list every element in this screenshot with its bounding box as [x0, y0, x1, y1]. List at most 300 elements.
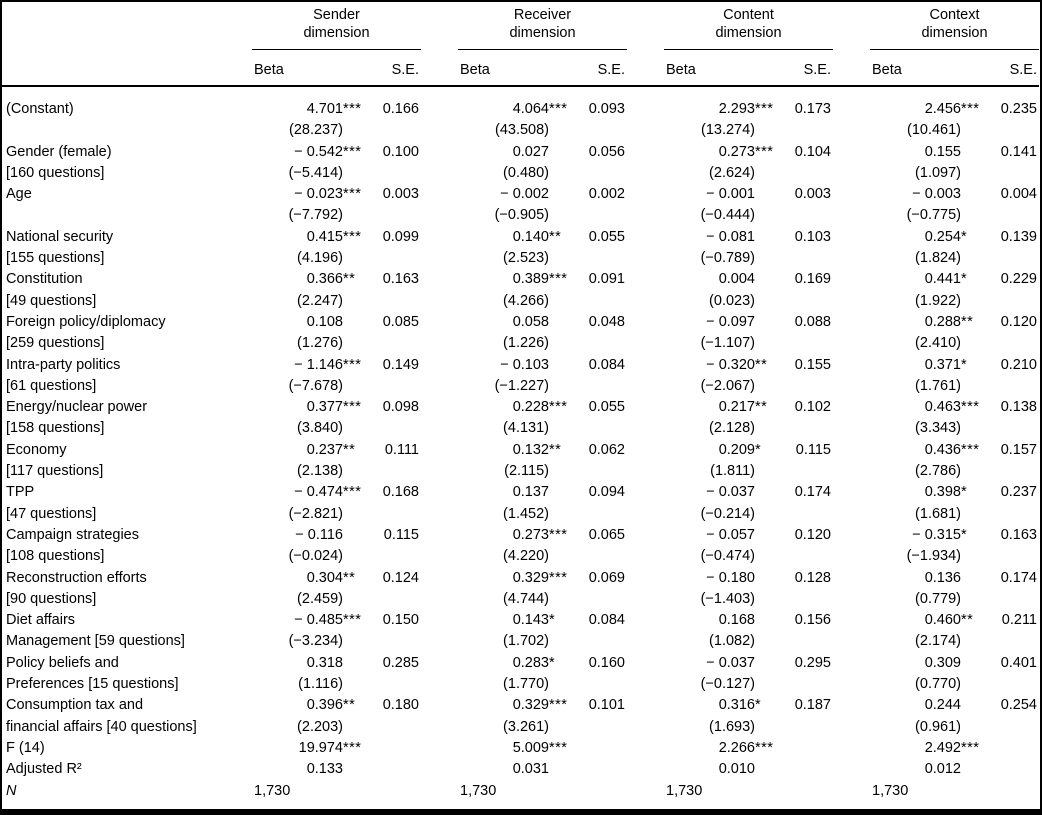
- t-value: (0.480): [503, 164, 549, 181]
- beta-value: − 0.037: [706, 654, 755, 671]
- row-label-line2: [155 questions]: [6, 250, 105, 267]
- beta-cell: [458, 142, 571, 185]
- beta-value: 0.237**: [306, 441, 356, 458]
- beta-cell: [252, 525, 365, 568]
- se-cell: [571, 227, 627, 270]
- se-cell: [571, 355, 627, 398]
- se-cell: [571, 695, 627, 738]
- summary-value-cell: 1,730: [872, 782, 909, 799]
- beta-value: − 0.003: [912, 186, 961, 203]
- row-label: [2, 227, 252, 270]
- t-value: (−0.905): [494, 207, 549, 224]
- t-value: (1.922): [915, 292, 961, 309]
- se-value: 0.235: [1000, 101, 1037, 117]
- se-cell: [571, 525, 627, 568]
- row-label-line1: Foreign policy/diplomacy: [6, 313, 166, 330]
- se-value: 0.084: [588, 612, 625, 629]
- row-label: [2, 568, 252, 611]
- se-value: 0.115: [383, 526, 419, 543]
- group-gap: [421, 184, 458, 227]
- beta-value: 0.304**: [306, 569, 356, 586]
- group-gap: [833, 4, 870, 50]
- row-label: [2, 482, 252, 525]
- se-cell: [365, 142, 421, 185]
- se-value: 0.124: [382, 569, 419, 586]
- t-value: (−0.127): [700, 676, 755, 693]
- beta-cell: [664, 184, 777, 227]
- row-label-line2: [6, 120, 252, 141]
- summary-value-cell: 1,730: [254, 782, 291, 799]
- se-value: 0.085: [382, 313, 419, 330]
- se-cell: [571, 568, 627, 611]
- se-cell: [777, 525, 833, 568]
- group-gap: [833, 653, 870, 696]
- t-value: (2.138): [297, 463, 343, 480]
- row-label-line1: Intra-party politics: [6, 356, 121, 373]
- se-cell: [777, 568, 833, 611]
- row-label-line1: Energy/nuclear power: [6, 399, 148, 416]
- group-gap: [833, 355, 870, 398]
- se-value: 0.254: [1000, 697, 1037, 714]
- se-cell: [983, 142, 1039, 185]
- table-row: [2, 568, 1039, 611]
- beta-cell: [252, 355, 365, 398]
- se-cell: [777, 695, 833, 738]
- row-label-line1: Reconstruction efforts: [6, 569, 147, 586]
- group-gap: [627, 525, 664, 568]
- se-value: 0.173: [794, 101, 831, 117]
- beta-value: 0.283*: [512, 654, 556, 671]
- row-label-line2: Management [59 questions]: [6, 633, 185, 650]
- t-value: (−2.821): [288, 505, 343, 522]
- t-value: (−2.067): [700, 377, 755, 394]
- beta-cell: [458, 86, 571, 142]
- beta-value: 0.463***: [924, 399, 980, 416]
- group-gap: [833, 695, 870, 738]
- se-cell: [983, 269, 1039, 312]
- se-cell: [983, 397, 1039, 440]
- beta-value: − 0.097: [706, 313, 755, 330]
- beta-cell: [664, 653, 777, 696]
- group-gap: [421, 568, 458, 611]
- beta-cell: [458, 695, 571, 738]
- se-cell: [571, 312, 627, 355]
- regression-results-table: [2, 4, 1039, 802]
- row-label-line1: National security: [6, 228, 114, 245]
- t-value: (3.840): [297, 420, 343, 437]
- t-value: (−7.792): [288, 207, 343, 224]
- beta-cell: [664, 568, 777, 611]
- group-gap: [421, 269, 458, 312]
- se-value: 0.401: [1000, 654, 1037, 671]
- beta-cell: [870, 184, 983, 227]
- t-value: (4.220): [503, 548, 549, 565]
- beta-value: 0.004: [718, 271, 755, 288]
- t-value: (1.097): [915, 164, 961, 181]
- row-label: [2, 86, 252, 142]
- dimension-header-row: [2, 4, 1039, 50]
- summary-row: [2, 738, 1039, 759]
- beta-cell: [870, 695, 983, 738]
- beta-cell: [664, 86, 777, 142]
- beta-value: 2.293***: [718, 101, 774, 117]
- row-label: [2, 440, 252, 483]
- group-gap: [833, 397, 870, 440]
- se-value: 0.150: [382, 612, 419, 629]
- row-label: [2, 269, 252, 312]
- beta-value: 0.366**: [306, 271, 356, 288]
- t-value: (−1.107): [700, 335, 755, 352]
- row-label-line2: [259 questions]: [6, 335, 105, 352]
- context-dimension-header: [870, 4, 1039, 50]
- table-row: [2, 695, 1039, 738]
- se-value: 0.102: [794, 399, 831, 416]
- row-label-line2: [117 questions]: [6, 463, 104, 480]
- t-value: (2.115): [504, 463, 549, 480]
- se-value: 0.139: [1000, 228, 1037, 245]
- beta-value: 0.209*: [718, 441, 762, 458]
- se-cell: [365, 525, 421, 568]
- se-cell: [777, 227, 833, 270]
- se-value: 0.101: [588, 697, 625, 714]
- group-gap: [833, 781, 870, 802]
- beta-value: 0.460**: [924, 612, 974, 629]
- se-value: 0.099: [382, 228, 419, 245]
- group-gap: [833, 738, 870, 759]
- beta-cell: [252, 312, 365, 355]
- se-value: 0.056: [588, 143, 625, 160]
- group-gap: [421, 355, 458, 398]
- row-label-line2: [158 questions]: [6, 420, 105, 437]
- row-label: [2, 142, 252, 185]
- row-label-line2: [160 questions]: [6, 164, 105, 181]
- table-body: [2, 86, 1039, 802]
- beta-value: − 0.002: [500, 186, 549, 203]
- se-value: 0.111: [384, 441, 419, 458]
- t-value: (2.247): [297, 292, 343, 309]
- row-label-line1: (Constant): [6, 101, 74, 117]
- beta-value: 0.371*: [924, 356, 968, 373]
- receiver-dimension-header: [458, 4, 627, 50]
- content-dimension-header: [664, 4, 833, 50]
- group-gap: [627, 142, 664, 185]
- row-label: [2, 355, 252, 398]
- se-cell: [777, 142, 833, 185]
- beta-cell: [458, 312, 571, 355]
- summary-row-label: N: [6, 782, 17, 799]
- group-gap: [421, 653, 458, 696]
- beta-cell: [458, 397, 571, 440]
- table-row: [2, 610, 1039, 653]
- beta-cell: [664, 440, 777, 483]
- t-value: (1.761): [915, 377, 961, 394]
- se-column-header: S.E.: [571, 50, 627, 87]
- beta-cell: [252, 142, 365, 185]
- beta-value: 0.143*: [512, 612, 556, 629]
- se-value: 0.138: [1000, 399, 1037, 416]
- beta-cell: [252, 86, 365, 142]
- row-label-line2: [6, 205, 252, 226]
- t-value: (1.116): [298, 676, 343, 693]
- se-cell: [983, 227, 1039, 270]
- t-value: (1.811): [710, 463, 755, 480]
- beta-value: − 0.057: [706, 526, 755, 543]
- table-row: [2, 269, 1039, 312]
- group-gap: [627, 86, 664, 142]
- se-cell: [571, 781, 627, 802]
- beta-value: 0.132**: [512, 441, 562, 458]
- t-value: (4.266): [503, 292, 549, 309]
- se-value: 0.120: [794, 526, 831, 543]
- se-value: 0.003: [382, 186, 419, 203]
- t-value: (10.461): [906, 122, 961, 139]
- beta-cell: [664, 695, 777, 738]
- beta-cell: [664, 355, 777, 398]
- beta-value: 0.254*: [924, 228, 968, 245]
- beta-cell: [870, 355, 983, 398]
- group-gap: [833, 568, 870, 611]
- beta-cell: [252, 184, 365, 227]
- group-gap: [421, 50, 458, 87]
- beta-cell: [252, 568, 365, 611]
- row-label: [2, 312, 252, 355]
- group-gap: [833, 525, 870, 568]
- beta-cell: [870, 525, 983, 568]
- beta-value: 0.415***: [306, 228, 362, 245]
- group-gap: [833, 50, 870, 87]
- se-cell: [777, 269, 833, 312]
- se-cell: [983, 759, 1039, 780]
- beta-value: 0.389***: [512, 271, 568, 288]
- beta-cell: [664, 142, 777, 185]
- beta-value: − 0.474***: [294, 484, 362, 501]
- beta-cell: [252, 610, 365, 653]
- se-value: 0.155: [794, 356, 831, 373]
- row-label-line1: Diet affairs: [6, 612, 76, 629]
- summary-row-label: F (14): [6, 739, 45, 756]
- summary-row-label: Adjusted R²: [6, 761, 82, 778]
- se-cell: [983, 482, 1039, 525]
- group-gap: [627, 781, 664, 802]
- se-cell: [983, 184, 1039, 227]
- group-gap: [421, 4, 458, 50]
- se-value: 0.104: [794, 143, 831, 160]
- group-gap: [421, 397, 458, 440]
- table-row: [2, 227, 1039, 270]
- se-value: 0.094: [588, 484, 625, 501]
- beta-value: 0.273***: [512, 526, 568, 543]
- group-gap: [421, 695, 458, 738]
- group-gap: [627, 50, 664, 87]
- row-label-line1: Constitution: [6, 271, 83, 288]
- se-cell: [365, 482, 421, 525]
- se-cell: [571, 610, 627, 653]
- beta-value: 0.436***: [924, 441, 980, 458]
- beta-value: 0.288**: [924, 313, 974, 330]
- group-gap: [627, 610, 664, 653]
- se-value: 0.091: [588, 271, 625, 288]
- beta-value: 0.137: [512, 484, 549, 501]
- se-cell: [571, 653, 627, 696]
- se-cell: [365, 695, 421, 738]
- summary-row: [2, 759, 1039, 780]
- t-value: (1.226): [503, 335, 549, 352]
- se-cell: [983, 440, 1039, 483]
- beta-cell: [458, 653, 571, 696]
- t-value: (2.203): [297, 718, 343, 735]
- beta-cell: [458, 610, 571, 653]
- t-value: (1.452): [503, 505, 549, 522]
- beta-value: − 0.315*: [912, 526, 968, 543]
- se-cell: [365, 269, 421, 312]
- se-value: 0.169: [794, 271, 831, 288]
- group-name-sub: dimension: [303, 25, 370, 41]
- t-value: (−5.414): [288, 164, 343, 181]
- group-gap: [627, 4, 664, 50]
- row-label-line2: Preferences [15 questions]: [6, 676, 179, 693]
- beta-value: − 0.180: [706, 569, 755, 586]
- summary-value-cell: 5.009***: [512, 739, 568, 756]
- beta-cell: [664, 227, 777, 270]
- t-value: (1.276): [297, 335, 343, 352]
- t-value: (3.261): [503, 718, 549, 735]
- group-gap: [627, 312, 664, 355]
- se-cell: [777, 653, 833, 696]
- t-value: (−3.234): [288, 633, 343, 650]
- beta-cell: [664, 312, 777, 355]
- beta-value: − 0.485***: [294, 612, 362, 629]
- t-value: (2.624): [709, 164, 755, 181]
- group-gap: [627, 440, 664, 483]
- se-value: 0.062: [588, 441, 625, 458]
- se-cell: [983, 86, 1039, 142]
- table-row: [2, 355, 1039, 398]
- t-value: (2.410): [915, 335, 961, 352]
- se-cell: [983, 781, 1039, 802]
- se-cell: [983, 610, 1039, 653]
- summary-value-cell: 1,730: [666, 782, 703, 799]
- se-cell: [777, 610, 833, 653]
- row-label: [2, 653, 252, 696]
- beta-value: 4.064***: [512, 101, 568, 117]
- group-gap: [421, 86, 458, 142]
- summary-value-cell: 2.492***: [924, 739, 980, 756]
- beta-value: − 0.116: [295, 526, 343, 543]
- group-gap: [627, 482, 664, 525]
- se-value: 0.285: [382, 654, 419, 671]
- t-value: (1.770): [503, 676, 549, 693]
- se-cell: [983, 695, 1039, 738]
- se-cell: [777, 184, 833, 227]
- group-name-sub: dimension: [715, 25, 782, 41]
- se-cell: [983, 312, 1039, 355]
- row-label-line2: [90 questions]: [6, 590, 97, 607]
- se-value: 0.128: [794, 569, 831, 586]
- se-value: 0.295: [794, 654, 831, 671]
- group-name: Context: [929, 7, 980, 23]
- beta-cell: [870, 269, 983, 312]
- group-gap: [833, 312, 870, 355]
- beta-cell: [870, 86, 983, 142]
- t-value: (2.459): [297, 590, 343, 607]
- beta-value: − 1.146***: [294, 356, 362, 373]
- t-value: (3.343): [915, 420, 961, 437]
- summary-value-cell: 0.010: [718, 761, 755, 778]
- row-label-line1: Campaign strategies: [6, 526, 139, 543]
- group-gap: [421, 781, 458, 802]
- se-value: 0.141: [1000, 143, 1037, 160]
- t-value: (0.770): [915, 676, 961, 693]
- beta-cell: [252, 269, 365, 312]
- row-label: [2, 695, 252, 738]
- beta-value: 0.398*: [924, 484, 968, 501]
- t-value: (−7.678): [288, 377, 343, 394]
- beta-cell: [458, 482, 571, 525]
- se-cell: [571, 397, 627, 440]
- se-cell: [777, 738, 833, 759]
- se-value: 0.088: [794, 313, 831, 330]
- se-cell: [365, 738, 421, 759]
- table-row: [2, 184, 1039, 227]
- se-value: 0.237: [1000, 484, 1037, 501]
- se-column-header: S.E.: [983, 50, 1039, 87]
- group-gap: [833, 482, 870, 525]
- beta-value: 0.027: [512, 143, 549, 160]
- se-cell: [983, 738, 1039, 759]
- beta-value: 2.456***: [924, 101, 980, 117]
- t-value: (−0.775): [906, 207, 961, 224]
- t-value: (2.523): [503, 250, 549, 267]
- row-label-line1: Age: [6, 186, 32, 203]
- group-gap: [627, 355, 664, 398]
- group-gap: [833, 269, 870, 312]
- se-value: 0.160: [588, 654, 625, 671]
- column-header-row: [2, 50, 1039, 87]
- beta-cell: [870, 142, 983, 185]
- table-row: [2, 440, 1039, 483]
- beta-value: 0.329***: [512, 697, 568, 714]
- beta-value: 0.168: [718, 612, 755, 629]
- beta-value: − 0.103: [500, 356, 549, 373]
- row-label-line1: Consumption tax and: [6, 697, 144, 714]
- se-value: 0.149: [382, 356, 419, 373]
- beta-cell: [458, 269, 571, 312]
- table-row: [2, 86, 1039, 142]
- t-value: (0.961): [915, 718, 961, 735]
- beta-value: − 0.023***: [294, 186, 362, 203]
- table-row: [2, 525, 1039, 568]
- se-cell: [365, 355, 421, 398]
- row-label-line1: TPP: [6, 484, 35, 501]
- beta-value: 0.273***: [718, 143, 774, 160]
- beta-value: − 0.001: [706, 186, 755, 203]
- row-label-line1: Economy: [6, 441, 67, 458]
- se-cell: [571, 759, 627, 780]
- se-cell: [365, 759, 421, 780]
- summary-value-cell: 0.031: [512, 761, 549, 778]
- beta-cell: [664, 482, 777, 525]
- se-cell: [777, 759, 833, 780]
- se-value: 0.156: [794, 612, 831, 629]
- t-value: (0.023): [709, 292, 755, 309]
- beta-cell: [458, 184, 571, 227]
- beta-cell: [458, 440, 571, 483]
- beta-cell: [664, 269, 777, 312]
- group-gap: [421, 440, 458, 483]
- row-label-line2: [61 questions]: [6, 377, 97, 394]
- row-label-line2: [49 questions]: [6, 292, 97, 309]
- beta-cell: [870, 653, 983, 696]
